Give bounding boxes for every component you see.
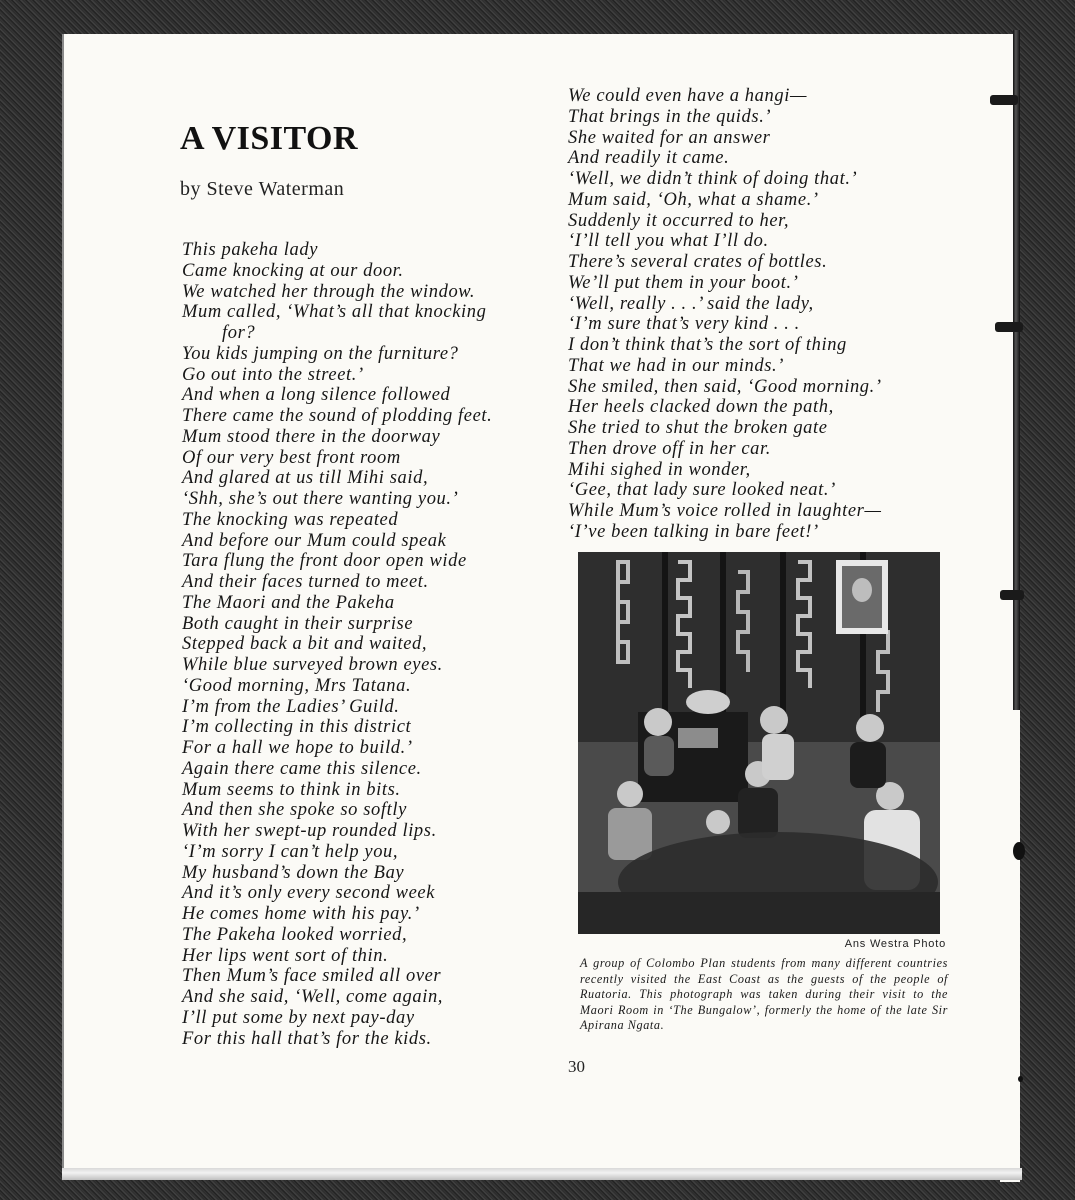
photo-credit: Ans Westra Photo [844,938,946,950]
poem-line: She tried to shut the broken gate [568,418,828,438]
poem-line: And before our Mum could speak [182,530,447,551]
poem-line: Of our very best front room [182,447,401,468]
poem-line: You kids jumping on the furniture? [182,343,459,364]
poem-line: Go out into the street.’ [182,364,364,385]
poem-line: ‘Good morning, Mrs Tatana. [182,675,412,696]
poem-line: This pakeha lady [182,240,319,260]
poem-line: We could even have a hangi— [568,86,807,106]
poem-line: And glared at us till Mihi said, [182,468,429,489]
poem-line: Suddenly it occurred to her, [568,210,790,231]
poem-line: ‘I’m sure that’s very kind . . . [568,314,800,335]
binding-staple [1000,590,1024,600]
poem-line: ‘Well, we didn’t think of doing that.’ [568,169,858,189]
poem-line: The knocking was repeated [182,509,399,530]
poem-line: And when a long silence followed [182,385,451,406]
ink-speck [1018,1076,1023,1082]
poem-line: I’m from the Ladies’ Guild. [182,696,400,717]
poem-line: I’ll put some by next pay-day [182,1007,415,1028]
poem-line: We’ll put them in your boot.’ [568,272,799,293]
poem-line: My husband’s down the Bay [182,862,405,883]
photograph [578,552,940,934]
article-byline: by Steve Waterman [180,178,345,200]
poem-line: And it’s only every second week [182,883,436,904]
poem-line: Stepped back a bit and waited, [182,634,428,655]
poem-line: With her swept-up rounded lips. [182,821,437,841]
poem-line: I’m collecting in this district [182,717,412,738]
poem-line: Both caught in their surprise [182,613,414,634]
poem-line: ‘Shh, she’s out there wanting you.’ [182,489,459,509]
poem-line: And their faces turned to meet. [182,572,429,592]
page-edge [62,1168,1022,1180]
poem-line: Her heels clacked down the path, [568,397,834,418]
ink-speck [1013,842,1025,860]
poem-line: Then drove off in her car. [568,438,771,459]
poem-line: The Maori and the Pakeha [182,592,395,613]
poem-line: Then Mum’s face smiled all over [182,966,442,987]
poem-line: While Mum’s voice rolled in laughter— [568,501,882,521]
poem-line: Tara flung the front door open wide [182,551,467,572]
poem-line: While blue surveyed brown eyes. [182,655,443,675]
poem-line: ‘Well, really . . .’ said the lady, [568,293,814,314]
binding-staple [990,95,1018,105]
poem-line: That brings in the quids.’ [568,106,772,127]
page-number: 30 [568,1057,585,1076]
poem-line: ‘I’m sorry I can’t help you, [182,841,399,862]
binding-spine [1013,30,1020,710]
poem-line: Her lips went sort of thin. [182,945,389,966]
poem-line: Came knocking at our door. [182,260,404,281]
poem-line: ‘I’ll tell you what I’ll do. [568,231,769,252]
binding-staple [995,322,1023,332]
poem-line: She waited for an answer [568,127,771,148]
poem-line: Mum called, ‘What’s all that knocking [182,302,487,323]
poem-line: We watched her through the window. [182,281,476,302]
poem-line: Mum seems to think in bits. [182,779,401,800]
poem-right-column [568,86,882,543]
poem-line: Mum stood there in the doorway [182,426,441,447]
photo-caption: A group of Colombo Plan students from many different countries recently visited the East Coast as the guests of the people of Ruatoria. This photograph was taken during their visit to the Maori Room in ‘The Bungalow’, formerly the home of the late Sir Apirana Ngata. [580,956,948,1033]
poem-line: There’s several crates of bottles. [568,252,828,272]
poem-line: And then she spoke so softly [182,800,407,821]
poem-line: That we had in our minds.’ [568,355,785,376]
poem-line: And she said, ‘Well, come again, [182,987,444,1007]
poem-line: He comes home with his pay.’ [182,904,420,924]
poem-line: For this hall that’s for the kids. [182,1028,432,1049]
poem-line: Mihi sighed in wonder, [568,459,751,480]
photo-illustration [578,552,940,934]
poem-line: And readily it came. [568,148,730,169]
poem-line: She smiled, then said, ‘Good morning.’ [568,376,882,397]
poem-line: There came the sound of plodding feet. [182,406,493,426]
poem-line: ‘I’ve been talking in bare feet!’ [568,521,819,542]
article-title: A VISITOR [180,120,359,157]
poem-line: ‘Gee, that lady sure looked neat.’ [568,480,836,501]
poem-line: I don’t think that’s the sort of thing [568,335,847,355]
poem-line: Mum said, ‘Oh, what a shame.’ [568,189,819,210]
poem-line: For a hall we hope to build.’ [182,738,413,758]
poem-line: Again there came this silence. [182,758,422,779]
poem-line: The Pakeha looked worried, [182,924,408,945]
poem-left-column [182,240,492,1049]
poem-line: for? [222,323,256,343]
